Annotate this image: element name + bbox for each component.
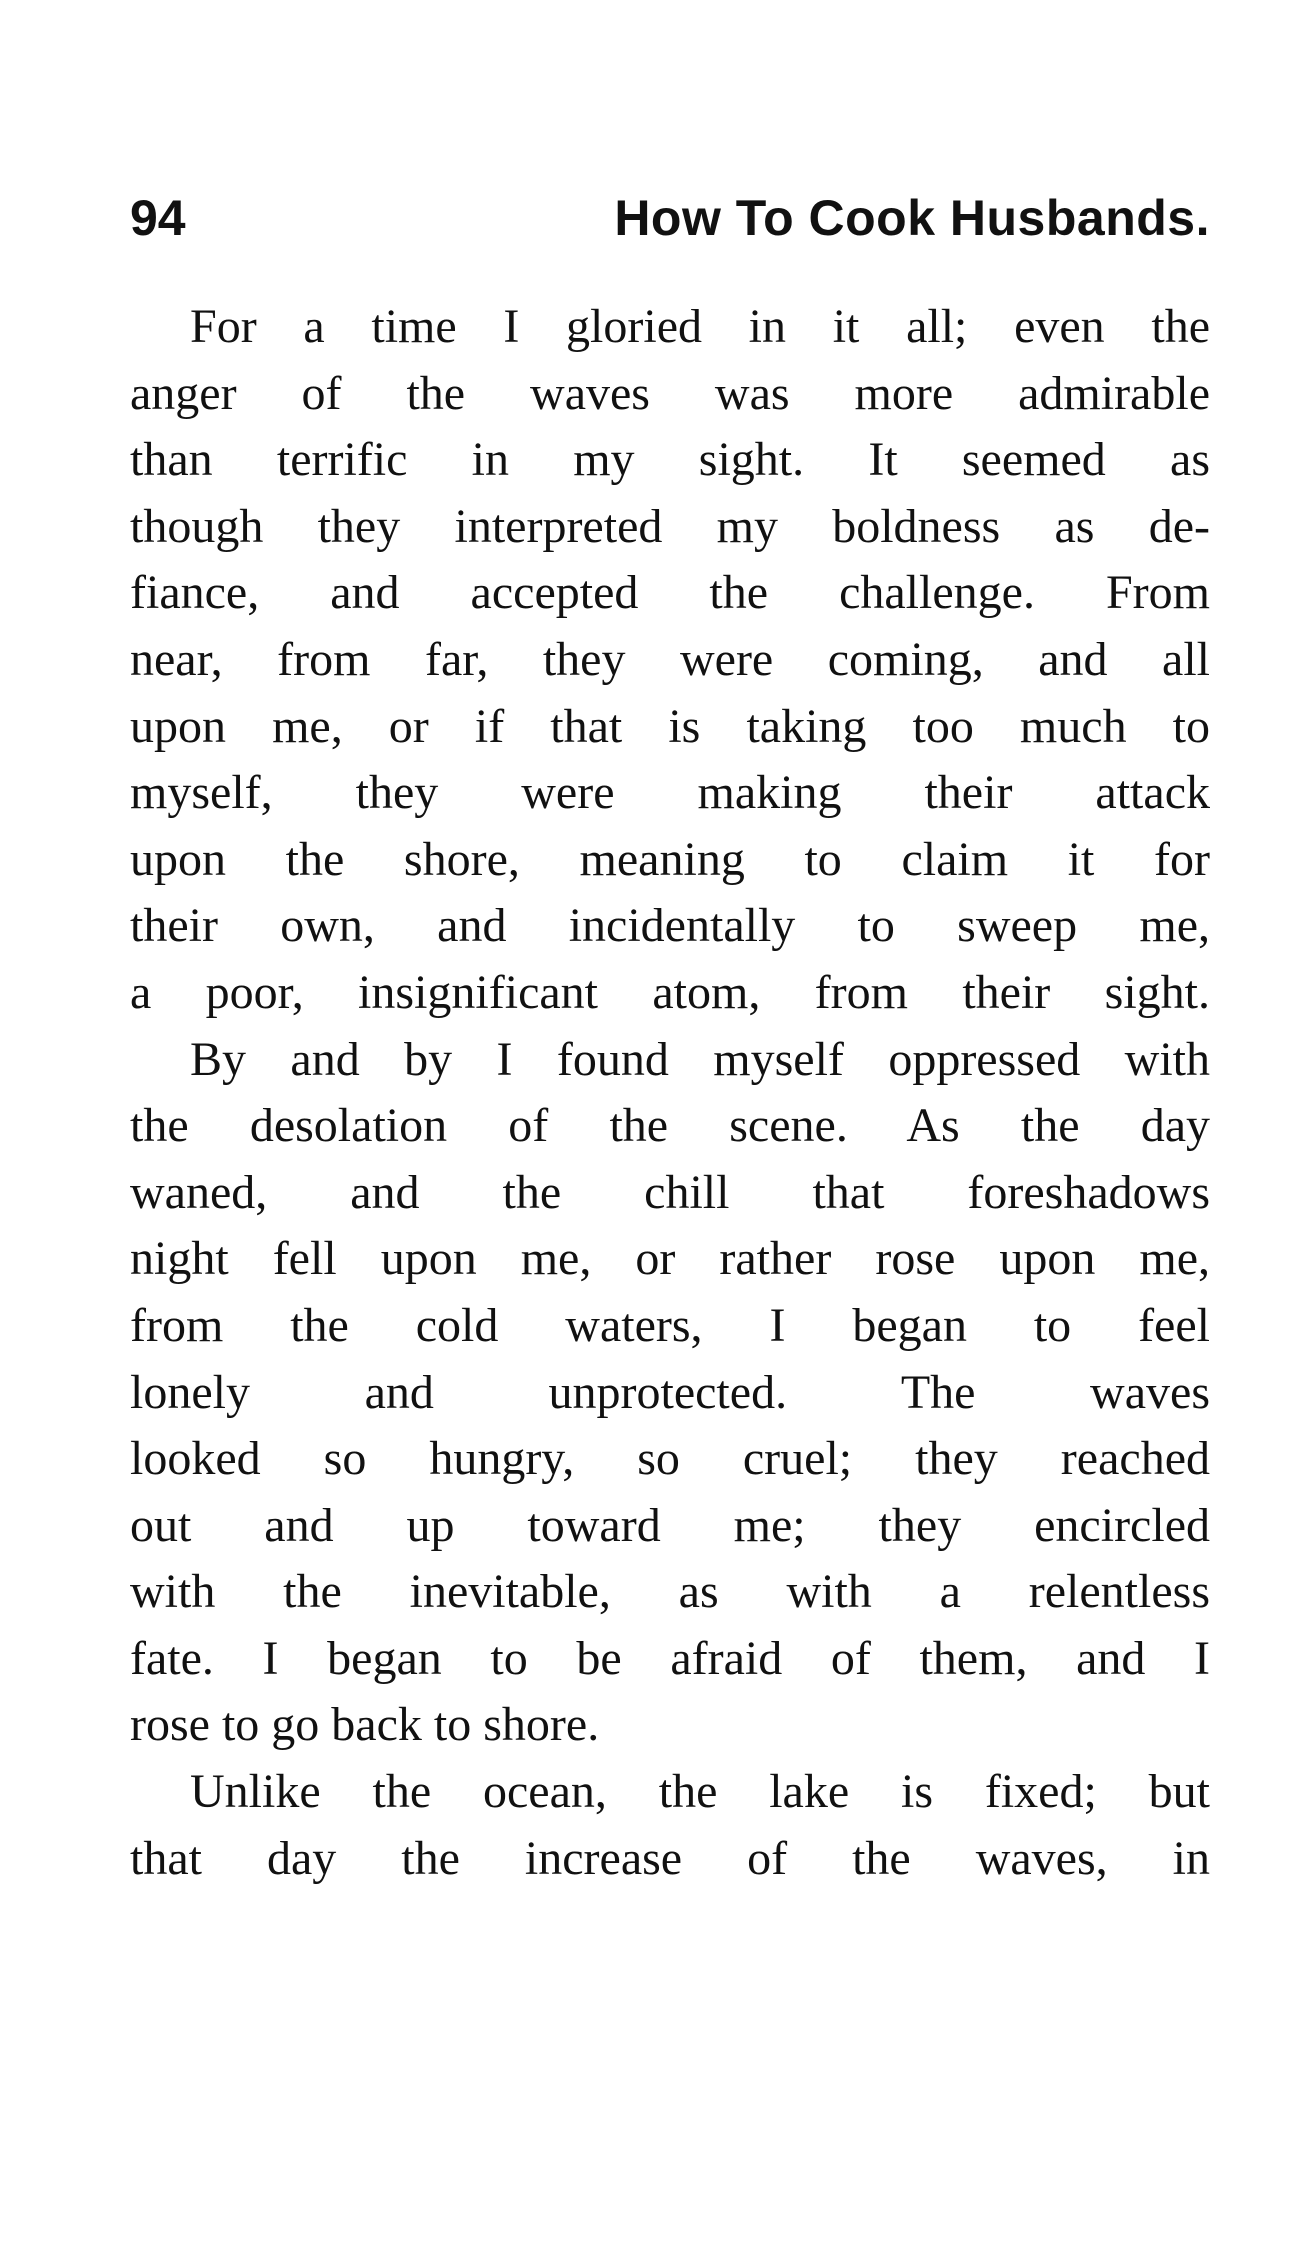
text-line: By and by I found myself oppressed with [190, 1032, 1210, 1086]
paragraph-2 [130, 1027, 1210, 1760]
paragraph-3 [130, 1759, 1210, 1892]
text-line: upon the shore, meaning to claim it for [130, 832, 1210, 886]
page-header [130, 178, 1210, 258]
text-line: rose to go back to shore. [130, 1698, 600, 1752]
text-line: from the cold waters, I began to feel [130, 1298, 1210, 1352]
paragraph-1 [130, 294, 1210, 1027]
text-line: with the inevitable, as with a relentless [130, 1565, 1210, 1619]
running-title: How To Cook Husbands. [614, 190, 1210, 246]
body-text [130, 294, 1210, 1892]
text-line: Unlike the ocean, the lake is fixed; but [190, 1765, 1210, 1819]
text-line: upon me, or if that is taking too much to [130, 699, 1210, 753]
text-line: a poor, insignificant atom, from their sight. [130, 965, 1210, 1019]
text-line: waned, and the chill that foreshadows [130, 1165, 1210, 1219]
text-line: than terrific in my sight. It seemed as [130, 433, 1210, 487]
text-line: fate. I began to be afraid of them, and I [130, 1631, 1210, 1685]
text-line: fiance, and accepted the challenge. From [130, 566, 1210, 620]
text-line: out and up toward me; they encircled [130, 1498, 1210, 1552]
page-number: 94 [130, 190, 186, 246]
text-line: near, from far, they were coming, and all [130, 632, 1210, 686]
text-line: looked so hungry, so cruel; they reached [130, 1432, 1210, 1486]
text-line: lonely and unprotected. The waves [130, 1365, 1210, 1419]
text-line: night fell upon me, or rather rose upon me, [130, 1232, 1210, 1286]
text-line: the desolation of the scene. As the day [130, 1099, 1210, 1153]
text-line: though they interpreted my boldness as de- [130, 499, 1210, 553]
text-line: that day the increase of the waves, in [130, 1831, 1210, 1885]
text-line: anger of the waves was more admirable [130, 366, 1210, 420]
text-line: their own, and incidentally to sweep me, [130, 899, 1210, 953]
text-line: For a time I gloried in it all; even the [190, 300, 1210, 353]
text-line: myself, they were making their attack [130, 766, 1210, 820]
